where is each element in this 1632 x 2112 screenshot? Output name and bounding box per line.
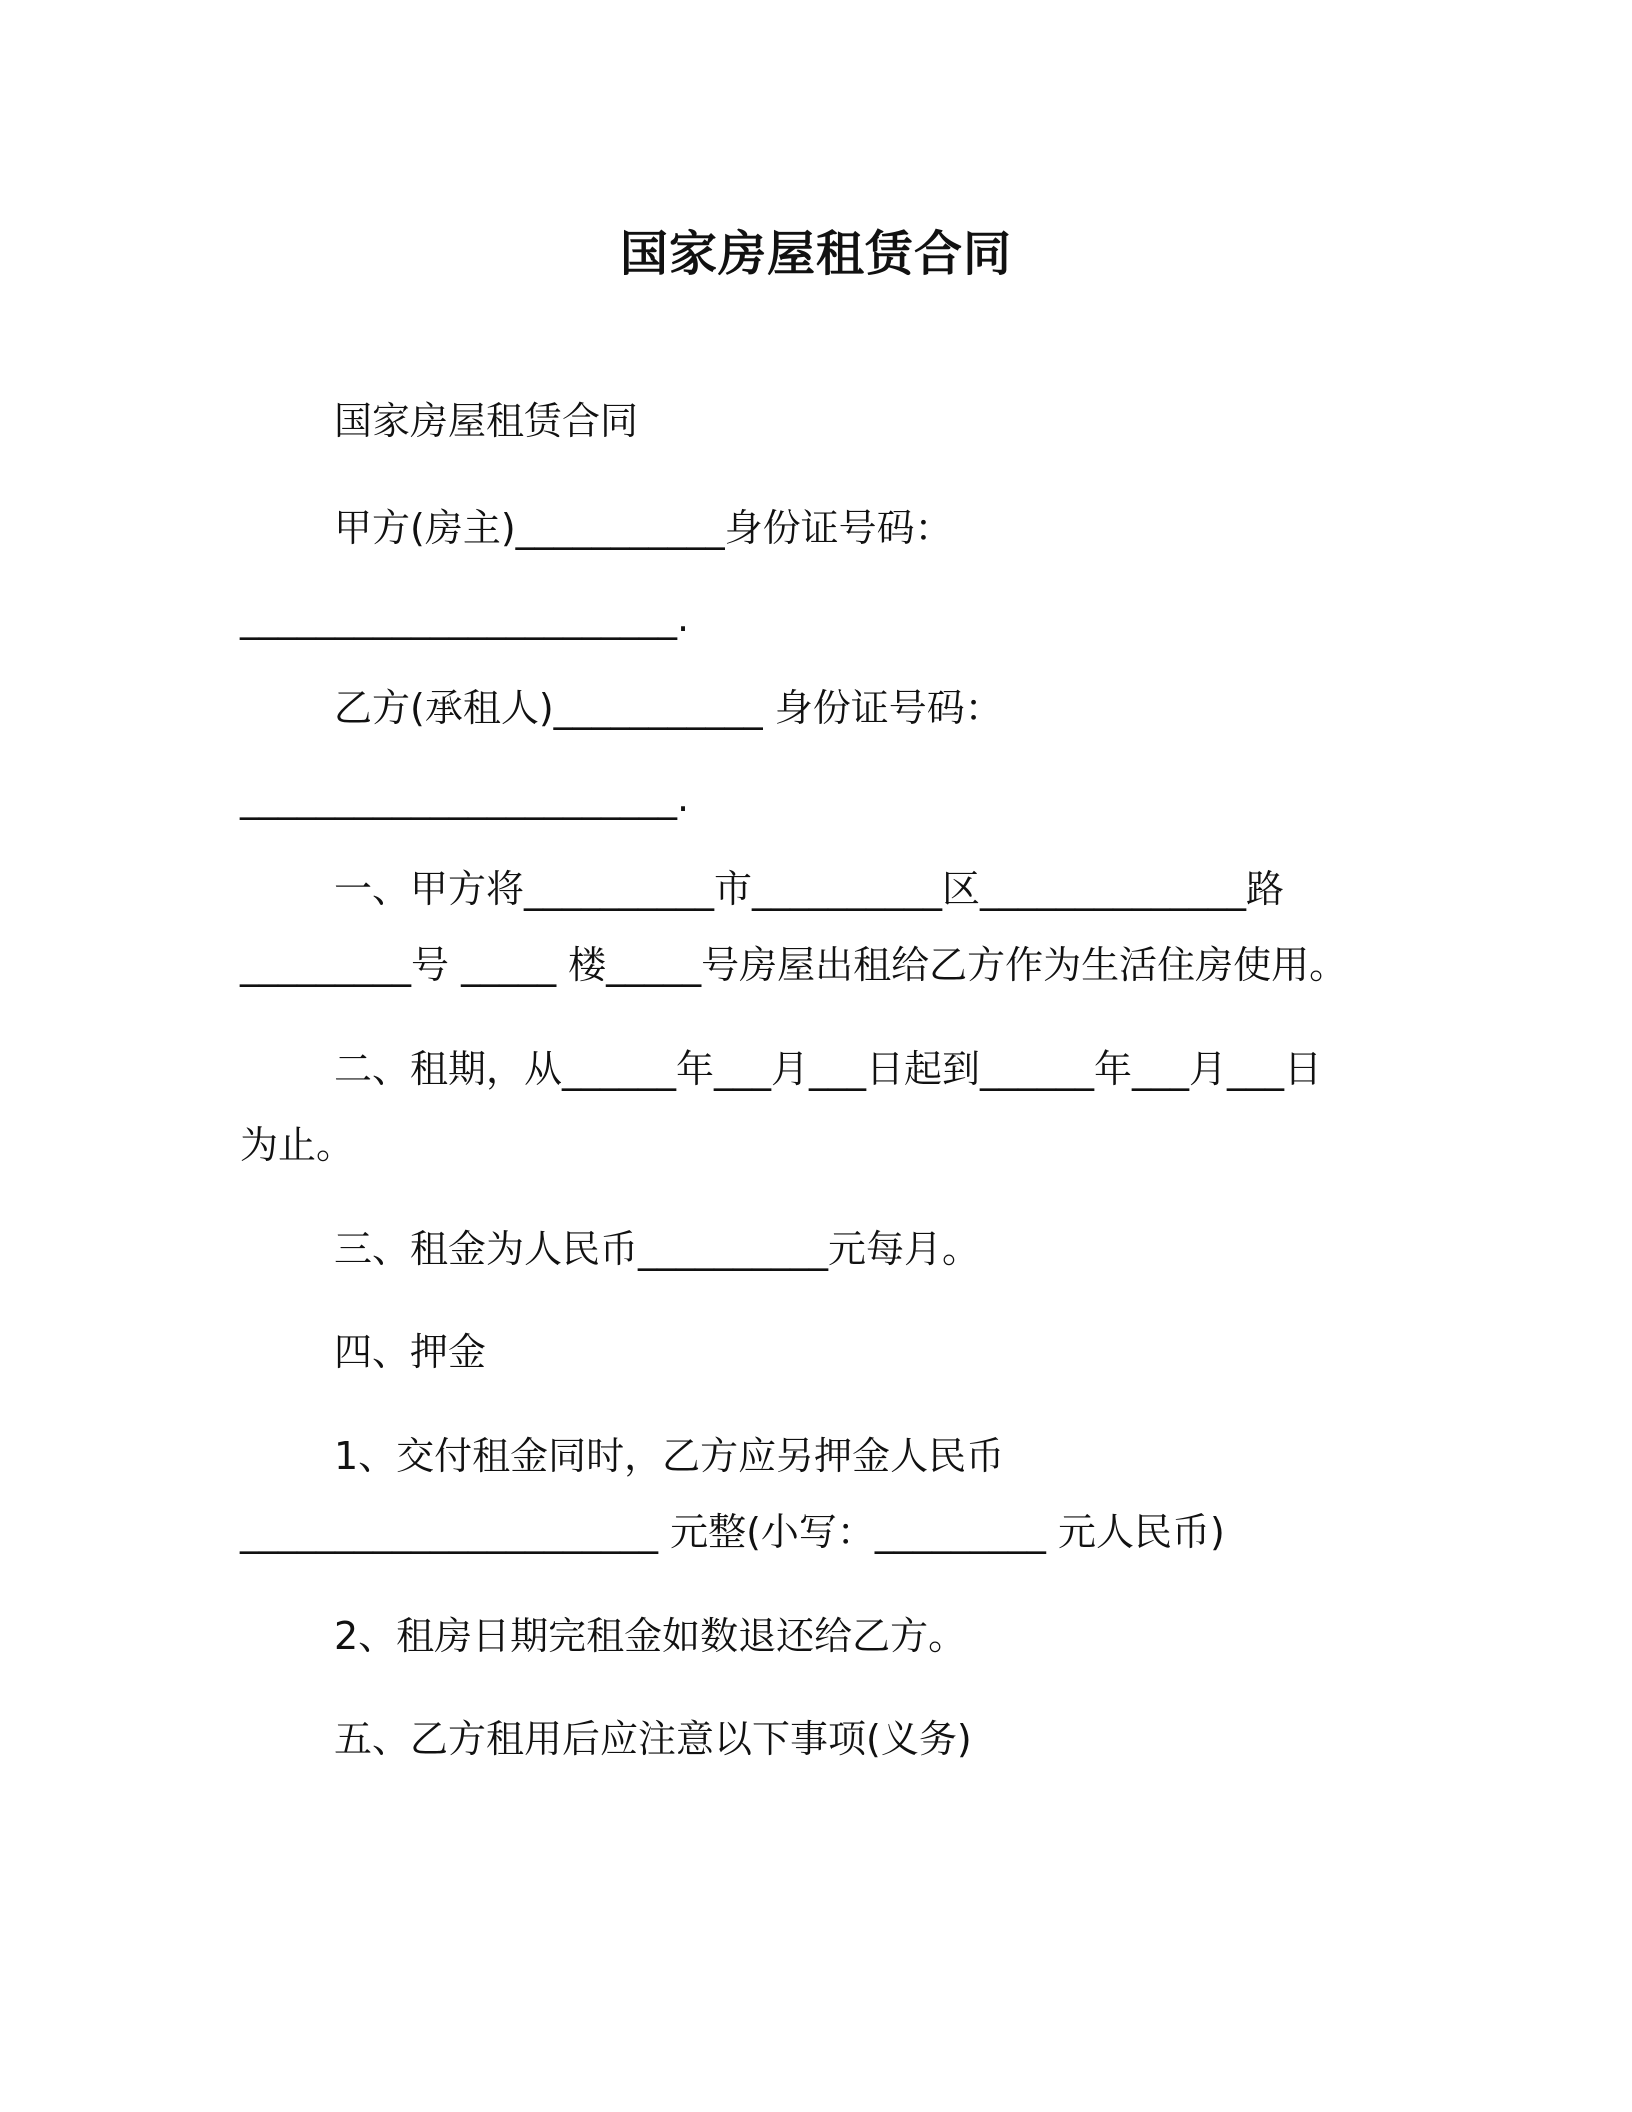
clause-1-line-1: 一、甲方将__________市__________区______________路 <box>334 867 1285 911</box>
clause-5-heading: 五、乙方租用后应注意以下事项(义务) <box>334 1717 972 1761</box>
party-a-id-blank: _______________________. <box>240 596 690 640</box>
document-title: 国家房屋租赁合同 <box>619 226 1012 282</box>
clause-2-line-1: 二、租期，从______年___月___日起到______年___月___日 <box>334 1047 1323 1091</box>
contract-heading: 国家房屋租赁合同 <box>334 399 639 443</box>
clause-1-line-2: _________号 _____ 楼_____号房屋出租给乙方作为生活住房使用。 <box>240 943 1348 987</box>
clause-4-item-1-line-1: 1、交付租金同时，乙方应另押金人民币 <box>334 1434 1005 1478</box>
clause-4-heading: 四、押金 <box>334 1330 487 1374</box>
party-b-id-blank: _______________________. <box>240 776 690 820</box>
clause-3-line: 三、租金为人民币__________元每月。 <box>334 1227 981 1271</box>
party-a-line: 甲方(房主)___________身份证号码： <box>334 506 953 550</box>
party-b-line: 乙方(承租人)___________ 身份证号码： <box>334 686 1003 730</box>
clause-2-line-2: 为止。 <box>240 1123 355 1167</box>
clause-4-item-2-line: 2、租房日期完租金如数退还给乙方。 <box>334 1614 967 1658</box>
clause-4-item-1-line-2: ______________________ 元整(小写：_________ 元人民币) <box>240 1510 1225 1554</box>
